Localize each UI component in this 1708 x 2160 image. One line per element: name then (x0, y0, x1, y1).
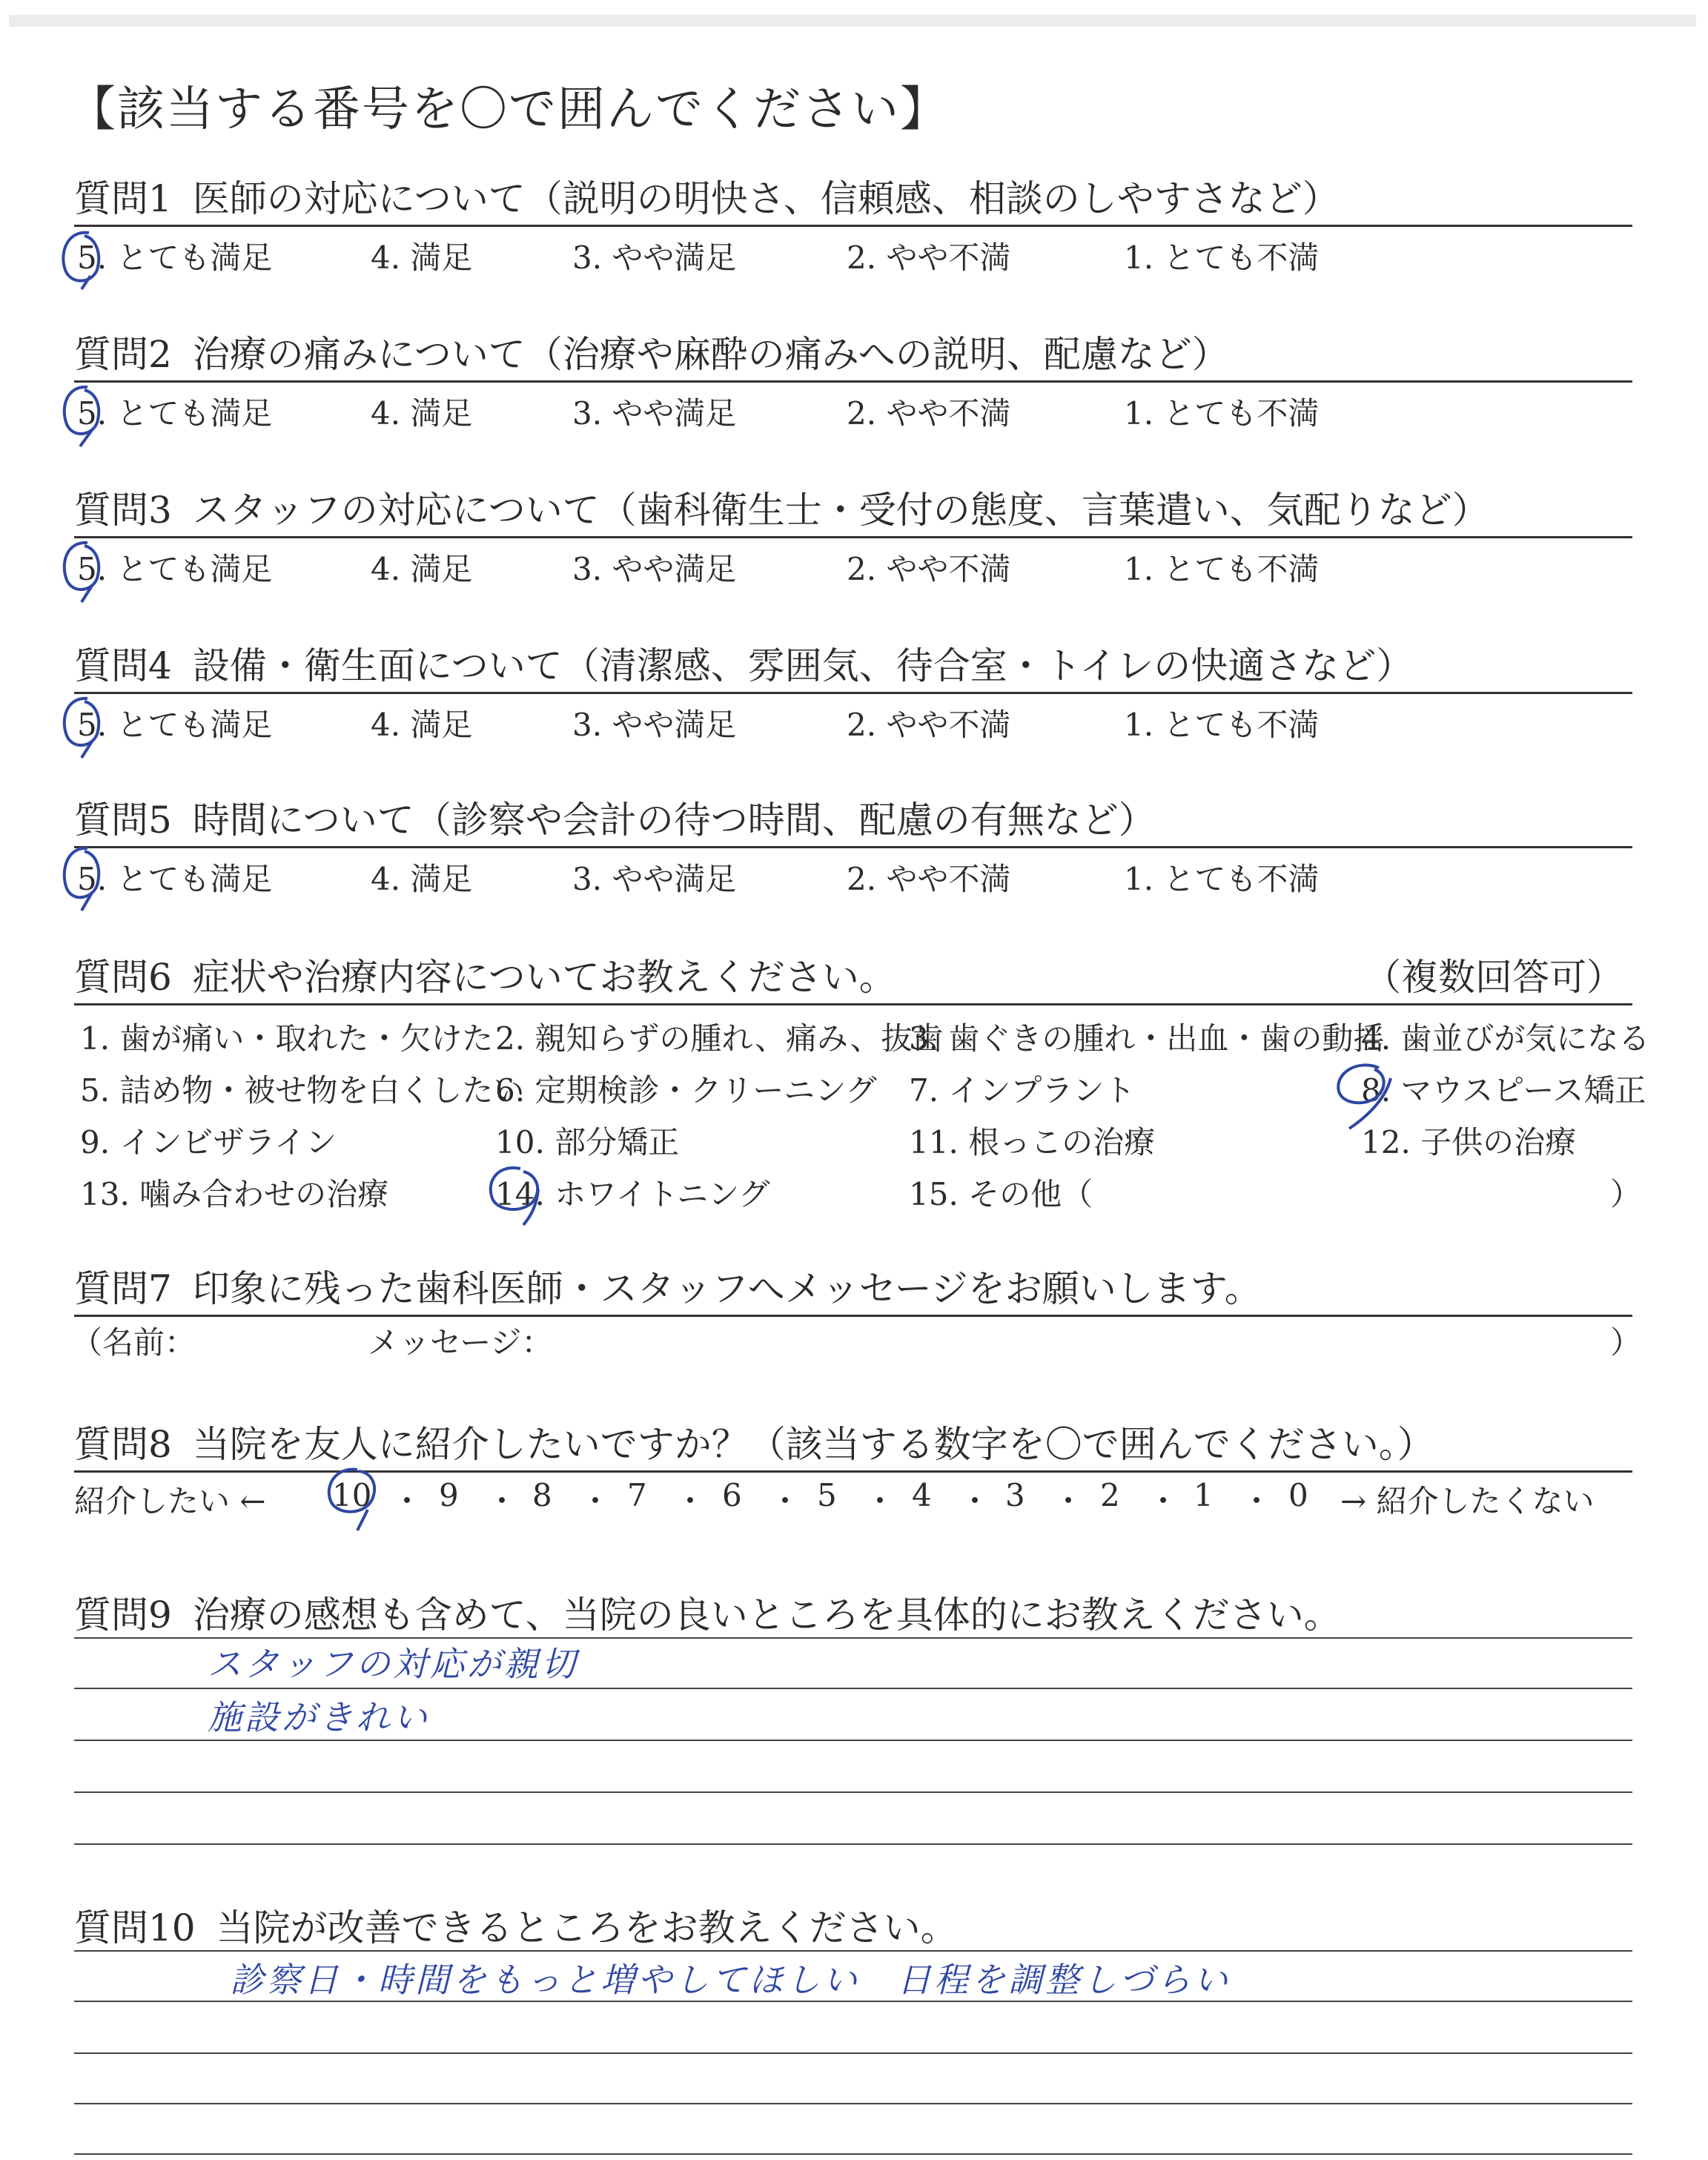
option-5[interactable]: 5. とても満足 (77, 861, 273, 897)
checklist-item-10[interactable]: 10. 部分矯正 (495, 1124, 680, 1160)
question-10 (74, 1898, 958, 1952)
other-close-paren: ） (1610, 1176, 1642, 1212)
question-text: 時間について（診察や会計の待つ時間、配慮の有無など） (192, 799, 1156, 842)
scale-left-label: 紹介したい ← (74, 1483, 266, 1519)
scale-2[interactable]: 2 (1100, 1477, 1120, 1513)
question-label: 質問10 (74, 1906, 196, 1949)
question-7 (74, 1259, 1262, 1312)
answer-circle-q3 (52, 532, 119, 604)
question-label: 質問7 (74, 1267, 172, 1310)
checklist-item-1[interactable]: 1. 歯が痛い・取れた・欠けた (80, 1020, 494, 1057)
checklist-item-15[interactable]: 15. その他（ (909, 1176, 1093, 1212)
option-4[interactable]: 4. 満足 (371, 861, 473, 897)
option-2[interactable]: 2. やや不満 (847, 240, 1011, 276)
checklist-item-3[interactable]: 3. 歯ぐきの腫れ・出血・歯の動揺 (909, 1020, 1385, 1057)
answer-line (74, 2153, 1632, 2155)
scale-5[interactable]: 5 (817, 1477, 837, 1513)
question-9 (74, 1585, 1341, 1639)
question-text: 設備・衛生面について（清潔感、雰囲気、待合室・トイレの快適さなど） (192, 644, 1414, 687)
checklist-item-12[interactable]: 12. 子供の治療 (1361, 1124, 1577, 1160)
option-4[interactable]: 4. 満足 (371, 395, 473, 432)
checklist-item-11[interactable]: 11. 根っこの治療 (909, 1124, 1156, 1160)
scale-0[interactable]: 0 (1288, 1477, 1308, 1513)
answer-line (74, 1740, 1632, 1741)
answer-circle-item-14 (482, 1157, 563, 1228)
option-5[interactable]: 5. とても満足 (77, 240, 273, 276)
scale-8[interactable]: 8 (532, 1477, 552, 1513)
answer-line (74, 1688, 1632, 1689)
question-text: 治療の感想も含めて、当院の良いところを具体的にお教えください。 (192, 1593, 1341, 1636)
option-2[interactable]: 2. やや不満 (847, 395, 1011, 432)
option-2[interactable]: 2. やや不満 (847, 861, 1011, 897)
scan-edge (9, 15, 1696, 27)
option-1[interactable]: 1. とても不満 (1124, 707, 1320, 743)
name-label: （名前： (71, 1324, 196, 1361)
scale-6[interactable]: 6 (722, 1477, 742, 1513)
message-close-paren: ） (1610, 1324, 1642, 1361)
checklist-item-9[interactable]: 9. インビザライン (80, 1124, 337, 1160)
option-4[interactable]: 4. 満足 (371, 707, 473, 743)
answer-circle-q4 (52, 688, 119, 759)
message-label: メッセージ： (368, 1324, 553, 1361)
scale-separator: ・ (959, 1483, 991, 1519)
multiple-answer-note: （複数回答可） (1364, 956, 1623, 999)
option-5[interactable]: 5. とても満足 (77, 551, 273, 587)
question-4 (74, 636, 1413, 690)
handwritten-answer: 診察日・時間をもっと増やしてほしい 日程を調整しづらい (230, 1960, 1231, 2000)
question-underline (74, 536, 1632, 538)
question-6 (74, 948, 896, 1001)
checklist-item-13[interactable]: 13. 噛み合わせの治療 (80, 1176, 389, 1212)
answer-line (74, 1843, 1632, 1845)
scale-separator: ・ (864, 1483, 896, 1519)
question-label: 質問4 (74, 644, 172, 687)
answer-line (74, 1791, 1632, 1793)
answer-line (74, 1950, 1632, 1952)
question-label: 質問1 (74, 177, 172, 220)
scale-separator: ・ (1241, 1483, 1273, 1519)
scale-separator: ・ (675, 1483, 706, 1519)
scale-1[interactable]: 1 (1194, 1477, 1214, 1513)
option-5[interactable]: 5. とても満足 (77, 707, 273, 743)
question-text: 治療の痛みについて（治療や麻酔の痛みへの説明、配慮など） (192, 333, 1229, 376)
answer-circle-q5 (52, 838, 119, 912)
answer-circle-q1 (52, 224, 119, 291)
question-underline (74, 1470, 1632, 1473)
question-underline (74, 1315, 1632, 1317)
answer-circle-q8 (316, 1453, 397, 1535)
answer-line (74, 2052, 1632, 2054)
question-1 (74, 169, 1340, 222)
question-text: 当院を友人に紹介したいですか？（該当する数字を〇で囲んでください。） (192, 1423, 1434, 1466)
question-2 (74, 325, 1229, 378)
question-label: 質問8 (74, 1423, 172, 1466)
option-3[interactable]: 3. やや満足 (572, 551, 737, 587)
question-label: 質問2 (74, 333, 172, 376)
question-text: 当院が改善できるところをお教えください。 (216, 1906, 958, 1949)
option-3[interactable]: 3. やや満足 (572, 861, 737, 897)
question-underline (74, 692, 1632, 694)
question-8 (74, 1415, 1434, 1468)
option-5[interactable]: 5. とても満足 (77, 395, 273, 432)
checklist-item-14[interactable]: 14. ホワイトニング (495, 1176, 770, 1212)
option-1[interactable]: 1. とても不満 (1124, 551, 1320, 587)
option-4[interactable]: 4. 満足 (371, 240, 473, 276)
question-label: 質問9 (74, 1593, 172, 1636)
question-underline (74, 846, 1632, 848)
question-label: 質問5 (74, 799, 172, 842)
checklist-item-5[interactable]: 5. 詰め物・被せ物を白くしたい (80, 1072, 525, 1109)
scale-separator: ・ (769, 1483, 801, 1519)
scale-separator: ・ (580, 1483, 612, 1519)
checklist-item-4[interactable]: 4. 歯並びが気になる (1361, 1020, 1650, 1057)
question-5 (74, 790, 1156, 844)
scale-separator: ・ (391, 1483, 423, 1519)
handwritten-answer: スタッフの対応が親切 (208, 1644, 578, 1684)
scale-4[interactable]: 4 (912, 1477, 932, 1513)
option-4[interactable]: 4. 満足 (371, 551, 473, 587)
question-text: 印象に残った歯科医師・スタッフへメッセージをお願いします。 (192, 1267, 1262, 1310)
scale-9[interactable]: 9 (439, 1477, 459, 1513)
checklist-item-7[interactable]: 7. インプラント (909, 1072, 1136, 1109)
question-text: スタッフの対応について（歯科衛生士・受付の態度、言葉遣い、気配りなど） (192, 489, 1489, 532)
checklist-item-6[interactable]: 6. 定期検診・クリーニング (495, 1072, 877, 1109)
scale-separator: ・ (1148, 1483, 1179, 1519)
option-2[interactable]: 2. やや不満 (847, 551, 1011, 587)
checklist-item-8[interactable]: 8. マウスピース矯正 (1361, 1072, 1646, 1109)
question-text: 医師の対応について（説明の明快さ、信頼感、相談のしやすさなど） (192, 177, 1340, 220)
option-1[interactable]: 1. とても不満 (1124, 861, 1320, 897)
question-underline (74, 380, 1632, 383)
scale-right-label: → 紹介したくない (1340, 1483, 1595, 1519)
question-label: 質問3 (74, 489, 172, 532)
option-3[interactable]: 3. やや満足 (572, 240, 737, 276)
question-underline (74, 225, 1632, 227)
answer-circle-q2 (52, 377, 119, 448)
question-underline (74, 1003, 1632, 1005)
scale-separator: ・ (486, 1483, 518, 1519)
option-3[interactable]: 3. やや満足 (572, 707, 737, 743)
answer-circle-item-8 (1327, 1051, 1409, 1133)
handwritten-answer: 施設がきれい (208, 1697, 430, 1737)
scale-10[interactable]: 10 (332, 1477, 372, 1513)
question-3 (74, 480, 1489, 534)
question-label: 質問6 (74, 956, 172, 999)
question-text: 症状や治療内容についてお教えください。 (192, 956, 896, 999)
page-title: 【該当する番号を〇で囲んでください】 (68, 82, 949, 137)
scale-3[interactable]: 3 (1005, 1477, 1025, 1513)
checklist-item-2[interactable]: 2. 親知らずの腫れ、痛み、抜歯 (495, 1020, 944, 1057)
option-1[interactable]: 1. とても不満 (1124, 395, 1320, 432)
option-3[interactable]: 3. やや満足 (572, 395, 737, 432)
answer-line (74, 2103, 1632, 2104)
option-2[interactable]: 2. やや不満 (847, 707, 1011, 743)
option-1[interactable]: 1. とても不満 (1124, 240, 1320, 276)
scale-separator: ・ (1053, 1483, 1085, 1519)
scale-7[interactable]: 7 (627, 1477, 647, 1513)
